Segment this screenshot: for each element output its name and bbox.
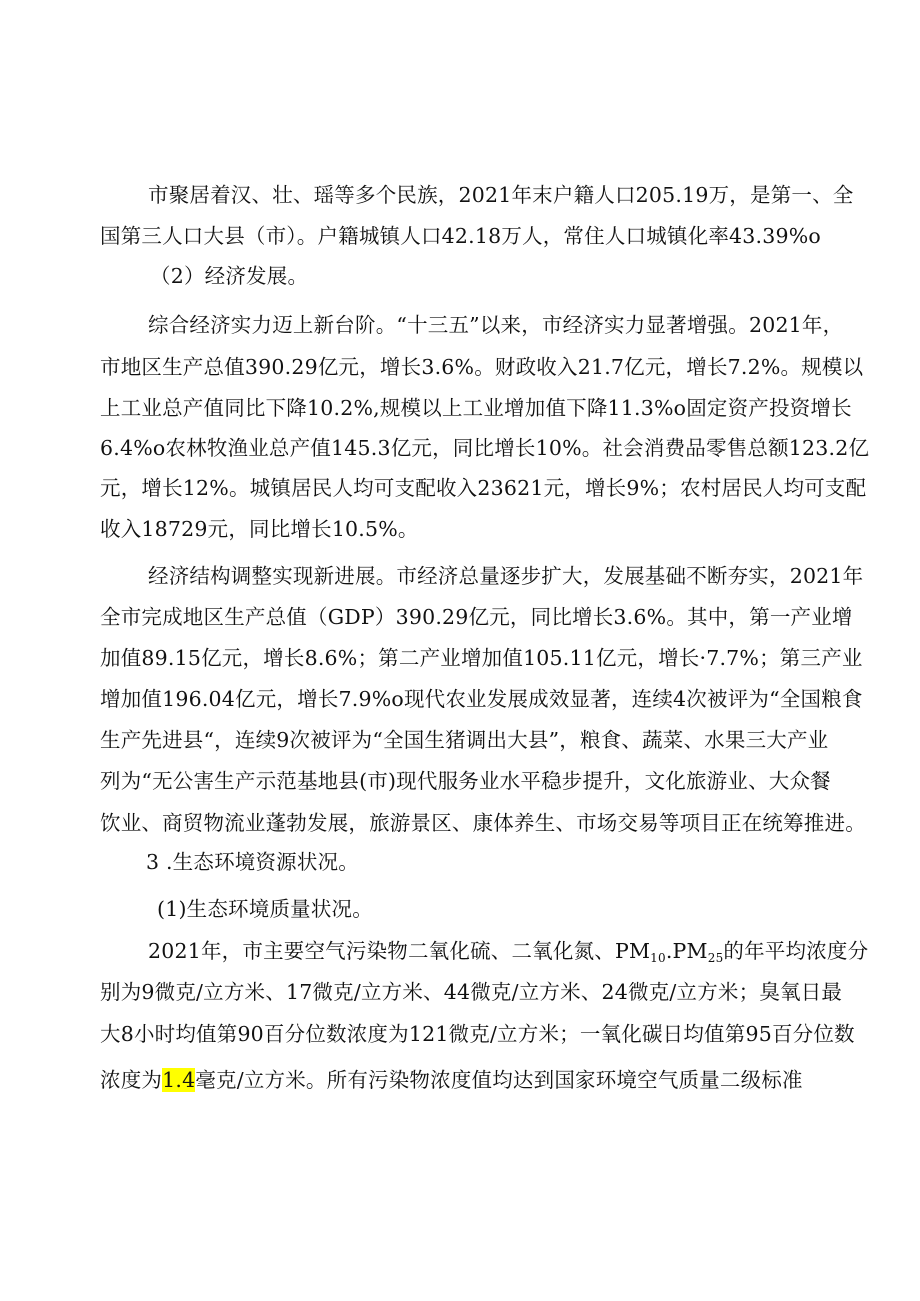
text-line: 增加值196.04亿元，增长7.9%o现代农业发展成效显著，连续4次被评为“全国粮食 <box>100 687 863 711</box>
highlighted-text: 1.4 <box>162 1068 196 1092</box>
heading-text: 3 .生态环境资源状况。 <box>146 850 359 874</box>
text-line: 浓度为 <box>100 1068 163 1092</box>
text-line: 经济结构调整实现新进展。市经济总量逐步扩大，发展基础不断夯实，2021年 <box>148 564 864 588</box>
paragraph-line <box>0 222 920 250</box>
subscript-text: 10 <box>650 951 666 965</box>
text-line: 元，增长12%。城镇居民人均可支配收入23621元，增长9%；农村居民人均可支配 <box>100 476 867 500</box>
paragraph-line <box>0 311 920 339</box>
paragraph-line <box>0 603 920 631</box>
heading-text: (1)生态环境质量状况。 <box>157 897 373 921</box>
text-line: 市地区生产总值390.29亿元，增长3.6%。财政收入21.7亿元，增长7.2%。规模以 <box>100 355 864 379</box>
paragraph-line <box>0 394 920 422</box>
paragraph-line <box>0 1066 920 1094</box>
paragraph-line <box>0 726 920 754</box>
text-line: 生产先进县“，连续9次被评为“全国生猪调出大县”，粮食、蔬菜、水果三大产业 <box>100 728 829 752</box>
paragraph-line <box>0 562 920 590</box>
text-line: 2021年，市主要空气污染物二氧化硫、二氧化氮、PM <box>148 939 651 963</box>
text-fragment: 毫克/立方米。所有污染物浓度值均达到国家环境空气质量二级标准 <box>195 1068 803 1092</box>
text-line: 加值89.15亿元，增长8.6%；第二产业增加值105.11亿元，增长·7.7%；第三产业 <box>100 646 863 670</box>
paragraph-line <box>0 685 920 713</box>
paragraph-line <box>0 474 920 502</box>
text-line: 别为9微克/立方米、17微克/立方米、44微克/立方米、24微克/立方米；臭氧日最 <box>100 980 843 1004</box>
paragraph-line <box>0 515 920 543</box>
text-line: 列为“无公害生产示范基地县(市)现代服务业水平稳步提升，文化旅游业、大众餐 <box>100 769 831 793</box>
text-fragment: 的年平均浓度分 <box>723 939 869 963</box>
text-line: 6.4%o农林牧渔业总产值145.3亿元，同比增长10%。社会消费品零售总额123.2亿 <box>100 436 870 460</box>
section-heading <box>0 848 920 876</box>
heading-text: （2）经济发展。 <box>150 264 309 288</box>
text-line: 市聚居着汉、壮、瑶等多个民族，2021年末户籍人口205.19万，是第一、全 <box>148 183 854 207</box>
paragraph-line <box>0 644 920 672</box>
text-line: 国第三人口大县（市）。户籍城镇人口42.18万人，常住人口城镇化率43.39%o <box>100 224 821 248</box>
text-line: 大8小时均值第90百分位数浓度为121微克/立方米；一氧化碳日均值第95百分位数 <box>100 1022 855 1046</box>
paragraph-line <box>0 767 920 795</box>
paragraph-line <box>0 978 920 1006</box>
section-heading <box>0 895 920 923</box>
paragraph-line <box>0 181 920 209</box>
section-heading <box>0 262 920 290</box>
paragraph-line <box>0 1020 920 1048</box>
paragraph-line <box>0 353 920 381</box>
text-fragment: .PM <box>665 939 708 963</box>
paragraph-line <box>0 937 920 965</box>
text-line: 全市完成地区生产总值（GDP）390.29亿元，同比增长3.6%。其中，第一产业增 <box>100 605 853 629</box>
text-line: 上工业总产值同比下降10.2%,规模以上工业增加值下降11.3%o固定资产投资增长 <box>100 396 852 420</box>
subscript-text: 25 <box>707 951 724 965</box>
text-line: 综合经济实力迈上新台阶。“十三五”以来，市经济实力显著增强。2021年， <box>148 313 844 337</box>
paragraph-line <box>0 809 920 837</box>
text-line: 收入18729元，同比增长10.5%。 <box>100 517 419 541</box>
text-line: 饮业、商贸物流业蓬勃发展，旅游景区、康体养生、市场交易等项目正在统筹推进。 <box>100 811 866 835</box>
paragraph-line <box>0 434 920 462</box>
